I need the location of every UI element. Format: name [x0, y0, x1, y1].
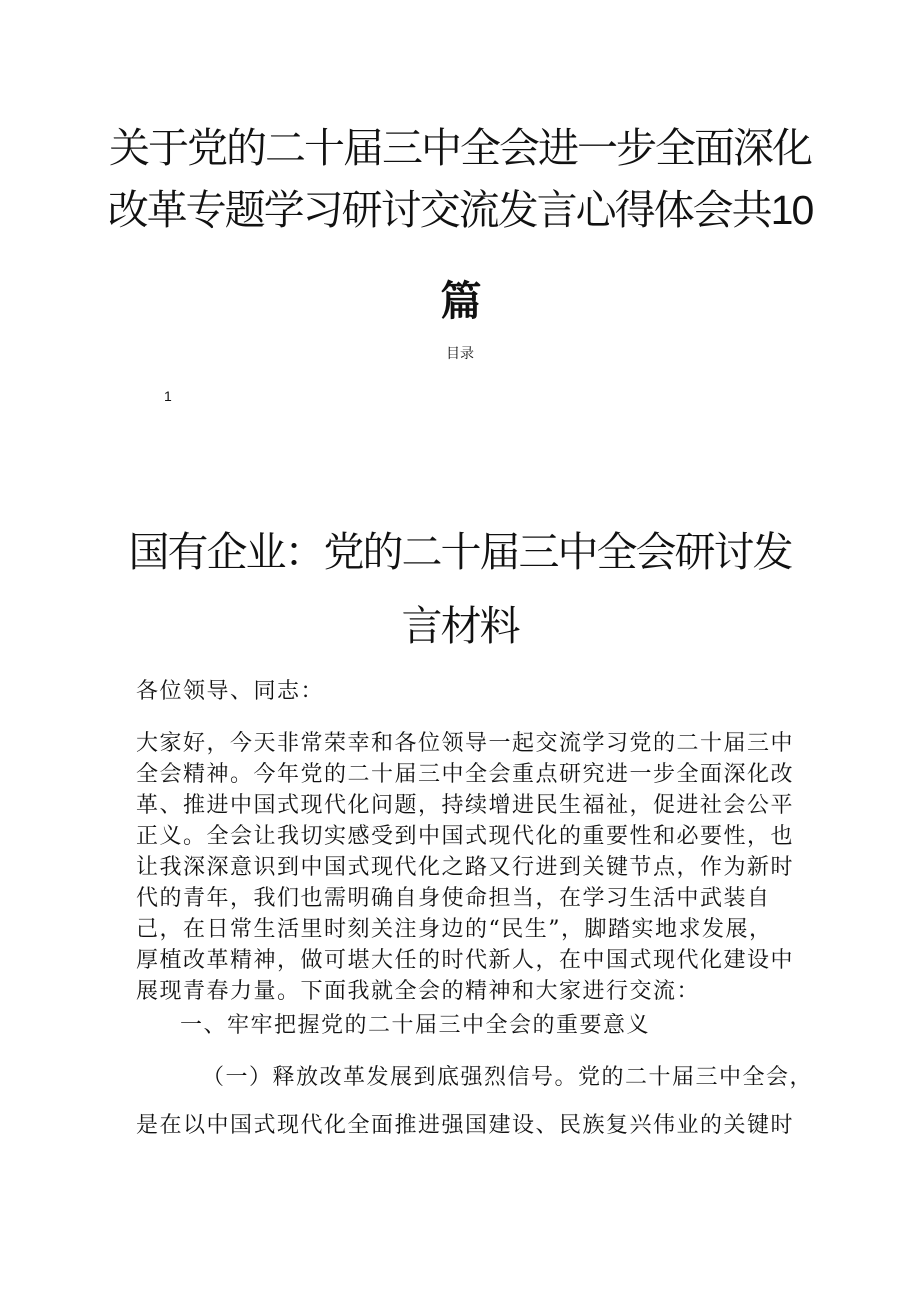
section-title-line: 言材料	[401, 603, 519, 649]
paragraph-line: 全会精神。今年党的二十届三中全会重点研究进一步全面深化改	[136, 762, 795, 787]
paragraph-line: 让我深深意识到中国式现代化之路又行进到关键节点，作为新时	[136, 855, 795, 880]
document-title-line: 篇	[440, 278, 480, 324]
section-heading: 一、牢牢把握党的二十届三中全会的重要意义	[180, 1013, 651, 1038]
section-title-line: 国有企业：党的二十届三中全会研讨发	[128, 529, 792, 575]
paragraph-line: 是在以中国式现代化全面推进强国建设、民族复兴伟业的关键时	[136, 1113, 795, 1138]
paragraph-line: 己，在日常生活里时刻关注身边的“民生”，脚踏实地求发展，	[136, 917, 773, 942]
toc-heading: 目录	[446, 345, 474, 361]
subsection-heading: （一）释放改革发展到底强烈信号。党的二十届三中全会，	[202, 1065, 814, 1090]
document-title-line: 关于党的二十届三中全会进一步全面深化	[109, 125, 811, 171]
paragraph-line: 厚植改革精神，做可堪大任的时代新人，在中国式现代化建设中	[136, 948, 795, 973]
paragraph-line: 大家好，今天非常荣幸和各位领导一起交流学习党的二十届三中	[136, 731, 795, 756]
salutation: 各位领导、同志：	[136, 679, 325, 704]
paragraph-line: 革、推进中国式现代化问题，持续增进民生福祉，促进社会公平	[136, 793, 795, 818]
paragraph-line: 展现青春力量。下面我就全会的精神和大家进行交流：	[136, 979, 701, 1004]
paragraph-line: 正义。全会让我切实感受到中国式现代化的重要性和必要性，也	[136, 824, 795, 849]
paragraph-line: 代的青年，我们也需明确自身使命担当，在学习生活中武装自	[136, 886, 771, 911]
document-title-line: 改革专题学习研讨交流发言心得体会共10	[107, 187, 813, 233]
toc-entry[interactable]: 1	[164, 388, 172, 404]
